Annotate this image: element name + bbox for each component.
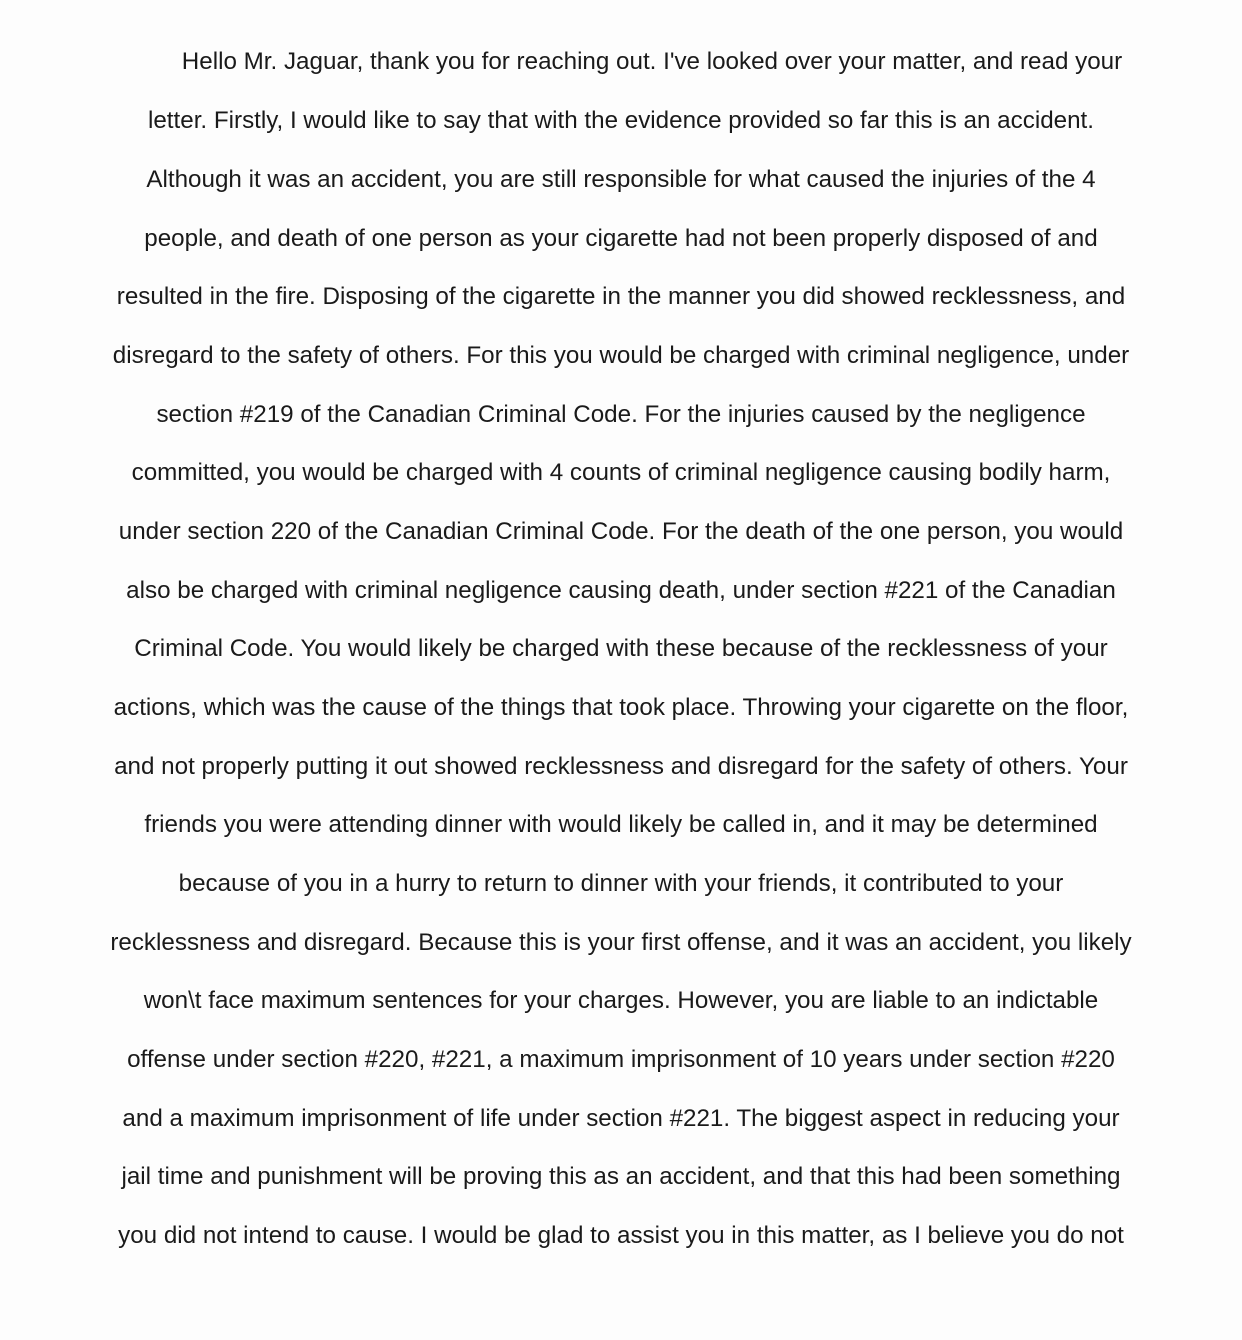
text-line: offense under section #220, #221, a maximum imprisonment of 10 years under section #220 — [127, 1046, 1115, 1073]
text-line: and not properly putting it out showed recklessness and disregard for the safety of others. Your — [114, 753, 1128, 780]
text-line: letter. Firstly, I would like to say that with the evidence provided so far this is an accident. — [147, 107, 1094, 134]
text-line: recklessness and disregard. Because this is your first offense, and it was an accident, you likely — [110, 929, 1132, 956]
text-line: you did not intend to cause. I would be glad to assist you in this matter, as I believe you do not — [118, 1222, 1124, 1249]
text-line: committed, you would be charged with 4 counts of criminal negligence causing bodily harm, — [131, 459, 1111, 486]
text-line: resulted in the fire. Disposing of the cigarette in the manner you did showed recklessness, and — [116, 283, 1126, 310]
text-line: section #219 of the Canadian Criminal Code. For the injuries caused by the negligence — [156, 401, 1086, 428]
text-line: also be charged with criminal negligence causing death, under section #221 of the Canadian — [126, 577, 1116, 604]
text-line: Although it was an accident, you are still responsible for what caused the injuries of the 4 — [146, 166, 1096, 193]
text-line: people, and death of one person as your cigarette had not been properly disposed of and — [144, 225, 1098, 252]
text-line: Hello Mr. Jaguar, thank you for reaching out. I've looked over your matter, and read your — [181, 48, 1123, 75]
text-line: under section 220 of the Canadian Criminal Code. For the death of the one person, you would — [118, 518, 1124, 545]
text-line: and a maximum imprisonment of life under section #221. The biggest aspect in reducing your — [122, 1105, 1120, 1132]
text-line: won\t face maximum sentences for your charges. However, you are liable to an indictable — [143, 987, 1099, 1014]
text-line: disregard to the safety of others. For this you would be charged with criminal negligence, under — [112, 342, 1130, 369]
text-line: jail time and punishment will be proving this as an accident, and that this had been something — [121, 1163, 1121, 1190]
text-line: friends you were attending dinner with would likely be called in, and it may be determined — [144, 811, 1098, 838]
text-line: because of you in a hurry to return to dinner with your friends, it contributed to your — [178, 870, 1064, 897]
text-line: actions, which was the cause of the things that took place. Throwing your cigarette on the floor, — [113, 694, 1129, 721]
text-line: Criminal Code. You would likely be charged with these because of the recklessness of your — [134, 635, 1108, 662]
